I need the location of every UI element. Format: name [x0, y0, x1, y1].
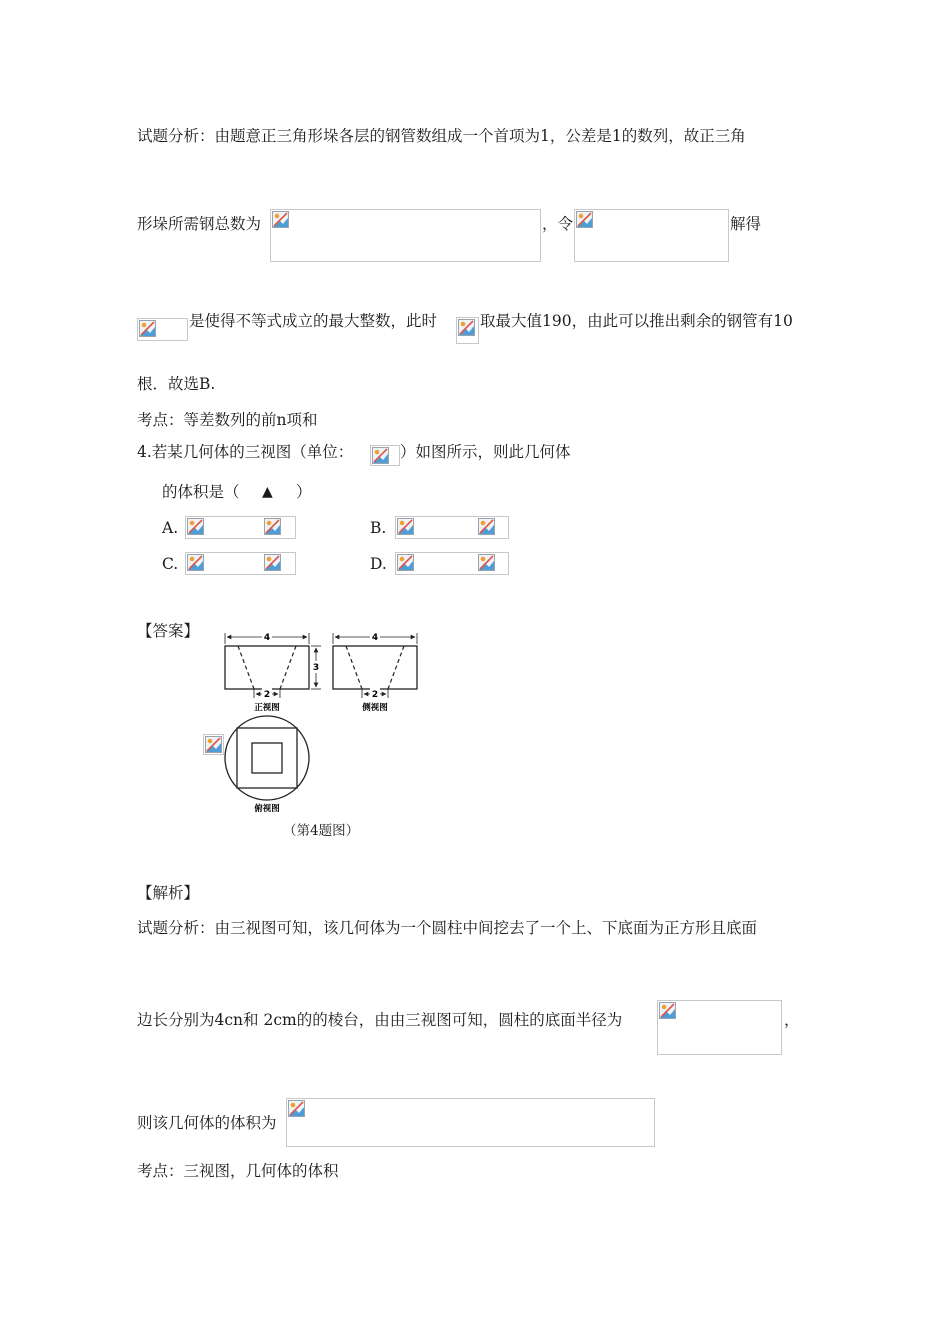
- question-line-2-end: ）: [296, 483, 312, 501]
- question-line-2-start: 的体积是（: [162, 483, 240, 501]
- front-view-label: 正视图: [254, 703, 280, 713]
- broken-image-icon: [397, 554, 414, 571]
- broken-image-icon: [659, 1002, 676, 1019]
- broken-image-icon: [272, 211, 289, 228]
- option-d-formula-image: [395, 552, 509, 575]
- broken-image-icon: [397, 518, 414, 535]
- option-a-label: A.: [162, 519, 179, 537]
- broken-image-icon: [478, 554, 495, 571]
- dimension-top-label: 4: [263, 633, 271, 643]
- formula-image-unit: [370, 445, 400, 466]
- three-view-figure: [200, 630, 430, 820]
- answer-heading: 【答案】: [137, 622, 200, 640]
- option-a-formula-image: [185, 516, 296, 539]
- option-d-label: D.: [370, 555, 387, 573]
- analysis2-line-2-start: 边长分别为4cn和 2cm的的棱台，由由三视图可知，圆柱的底面半径为: [137, 1011, 623, 1029]
- broken-image-icon: [187, 554, 204, 571]
- broken-image-icon: [264, 554, 281, 571]
- broken-image-icon: [205, 736, 222, 753]
- kaodian-2: 考点：三视图，几何体的体积: [137, 1162, 339, 1180]
- dimension-bottom-label: 2: [263, 690, 271, 700]
- side-dimension-bottom-label: 2: [371, 690, 379, 700]
- analysis-line-2-start: 形垛所需钢总数为: [137, 215, 262, 233]
- formula-image-sum-symbol: [456, 317, 479, 344]
- analysis-heading: 【解析】: [137, 884, 200, 902]
- option-c-formula-image: [185, 552, 296, 575]
- question-line-1-start: 4.若某几何体的三视图（单位：: [137, 443, 354, 461]
- analysis-line-2-end: 解得: [730, 215, 762, 233]
- formula-image-radius: [657, 1000, 782, 1055]
- analysis-line-3-start: 是使得不等式成立的最大整数，此时: [189, 312, 438, 330]
- broken-image-icon: [372, 447, 389, 464]
- formula-image-n-value: [137, 318, 188, 341]
- broken-image-icon: [187, 518, 204, 535]
- broken-image-icon: [288, 1100, 305, 1117]
- formula-image-volume: [286, 1098, 655, 1147]
- analysis-line-1: 试题分析：由题意正三角形垛各层的钢管数组成一个首项为1，公差是1的数列，故正三角: [137, 127, 746, 145]
- figure-caption: （第4题图）: [283, 823, 360, 839]
- kaodian-1: 考点：等差数列的前n项和: [137, 411, 318, 429]
- analysis2-line-2-end: ，: [784, 1011, 800, 1029]
- formula-image-inequality: [574, 209, 729, 262]
- broken-image-icon: [478, 518, 495, 535]
- side-view: [333, 631, 417, 713]
- broken-image-icon: [458, 319, 475, 336]
- analysis-line-2-mid: ，令: [542, 215, 574, 233]
- analysis-line-4: 根．故选B.: [137, 375, 216, 393]
- analysis2-line-1: 试题分析：由三视图可知，该几何体为一个圆柱中间挖去了一个上、下底面为正方形且底面: [137, 919, 758, 937]
- option-c-label: C.: [162, 555, 179, 573]
- front-view: [225, 631, 321, 713]
- dimension-side-label: 3: [312, 663, 320, 673]
- broken-image-icon: [576, 211, 593, 228]
- analysis2-line-3: 则该几何体的体积为: [137, 1114, 277, 1132]
- question-line-1-end: ）如图所示，则此几何体: [400, 443, 571, 461]
- top-view-label: 俯视图: [254, 804, 280, 814]
- side-view-label: 侧视图: [362, 703, 388, 713]
- option-b-label: B.: [370, 519, 387, 537]
- side-dimension-top-label: 4: [371, 633, 379, 643]
- figure-inline-image: [203, 734, 224, 755]
- option-b-formula-image: [395, 516, 509, 539]
- broken-image-icon: [264, 518, 281, 535]
- top-view: [225, 716, 309, 814]
- analysis-line-3-end: 取最大值190，由此可以推出剩余的钢管有10: [480, 312, 793, 330]
- broken-image-icon: [139, 320, 156, 337]
- formula-image-total-sum: [270, 209, 541, 262]
- answer-blank-triangle: ▲: [262, 484, 273, 500]
